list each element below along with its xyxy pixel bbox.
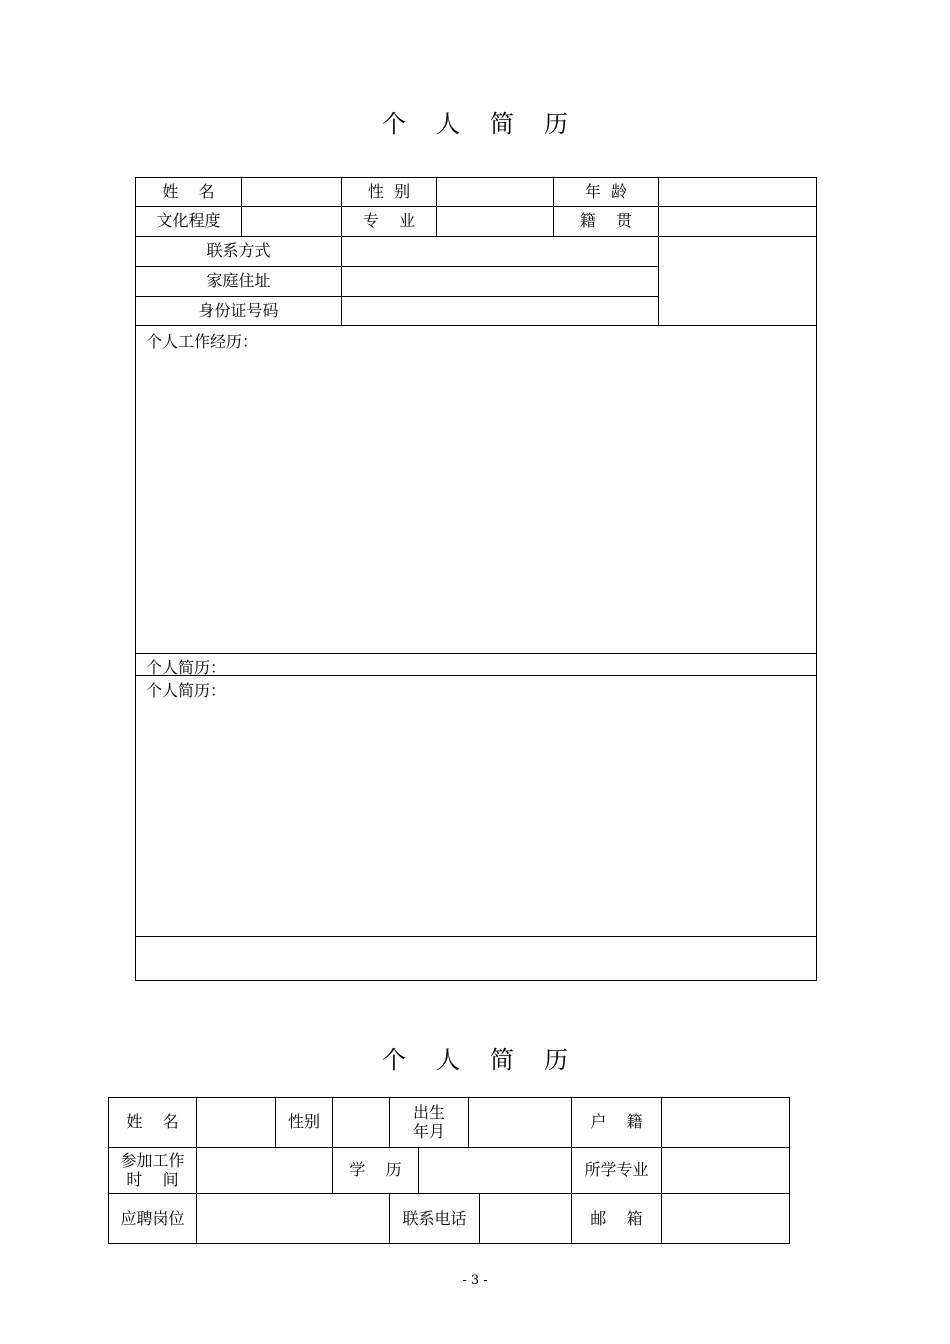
gender-label: 性 别 [367,181,411,201]
age-field[interactable] [659,178,816,206]
f2-household-label: 户 籍 [590,1112,643,1132]
age-label: 年 龄 [584,181,628,201]
work-experience-area[interactable] [136,350,816,653]
f2-position-field[interactable] [197,1194,389,1244]
form1-title [0,104,950,139]
title-char: 历 [544,110,568,138]
bottom-row-field[interactable] [136,937,816,980]
f2-name-field[interactable] [197,1098,275,1147]
f2-email-label: 邮 箱 [590,1208,643,1228]
resume-label-1: 个人简历： [146,658,227,677]
title-char: 个 [382,110,406,138]
native-place-field[interactable] [659,207,816,236]
f2-household-field[interactable] [662,1098,789,1147]
contact-field[interactable] [342,237,658,266]
id-number-field[interactable] [342,297,658,325]
title-char: 人 [436,110,460,138]
f2-work-start-label: 参加工作 时 间 [120,1151,185,1189]
f2-major-label: 所学专业 [584,1160,649,1180]
f2-phone-label: 联系电话 [402,1208,467,1228]
contact-label: 联系方式 [206,241,271,261]
address-label: 家庭住址 [206,271,271,291]
work-experience-label: 个人工作经历： [146,332,259,351]
major-label: 专 业 [362,211,416,231]
page-number: - 3 - [462,1273,488,1288]
photo-area[interactable] [659,237,816,325]
f2-birth-field[interactable] [469,1098,571,1147]
f2-gender-label: 性别 [287,1112,320,1132]
f2-position-label: 应聘岗位 [120,1208,185,1228]
address-field[interactable] [342,267,658,296]
title-char: 历 [544,1046,568,1074]
f2-degree-label: 学 历 [349,1160,402,1180]
f2-email-field[interactable] [662,1194,789,1244]
name-field[interactable] [242,178,341,206]
f2-degree-field[interactable] [419,1148,571,1193]
education-label: 文化程度 [156,211,221,231]
f2-phone-field[interactable] [480,1194,571,1244]
f2-major-field[interactable] [662,1148,789,1193]
education-field[interactable] [242,207,341,236]
name-label: 姓 名 [162,181,215,201]
title-char: 个 [382,1046,406,1074]
f2-gender-field[interactable] [333,1098,389,1147]
id-number-label: 身份证号码 [198,300,279,320]
resume-area[interactable] [136,700,816,936]
f2-name-label: 姓 名 [126,1112,179,1132]
f2-work-start-field[interactable] [197,1148,332,1193]
major-field[interactable] [437,207,553,236]
title-char: 人 [436,1046,460,1074]
title-char: 简 [490,110,514,138]
resume-label-2: 个人简历： [146,681,227,700]
native-place-label: 籍 贯 [579,211,633,231]
title-char: 简 [490,1046,514,1074]
form2-title [0,1040,950,1075]
f2-birth-label: 出生 年月 [412,1103,445,1141]
gender-field[interactable] [437,178,553,206]
